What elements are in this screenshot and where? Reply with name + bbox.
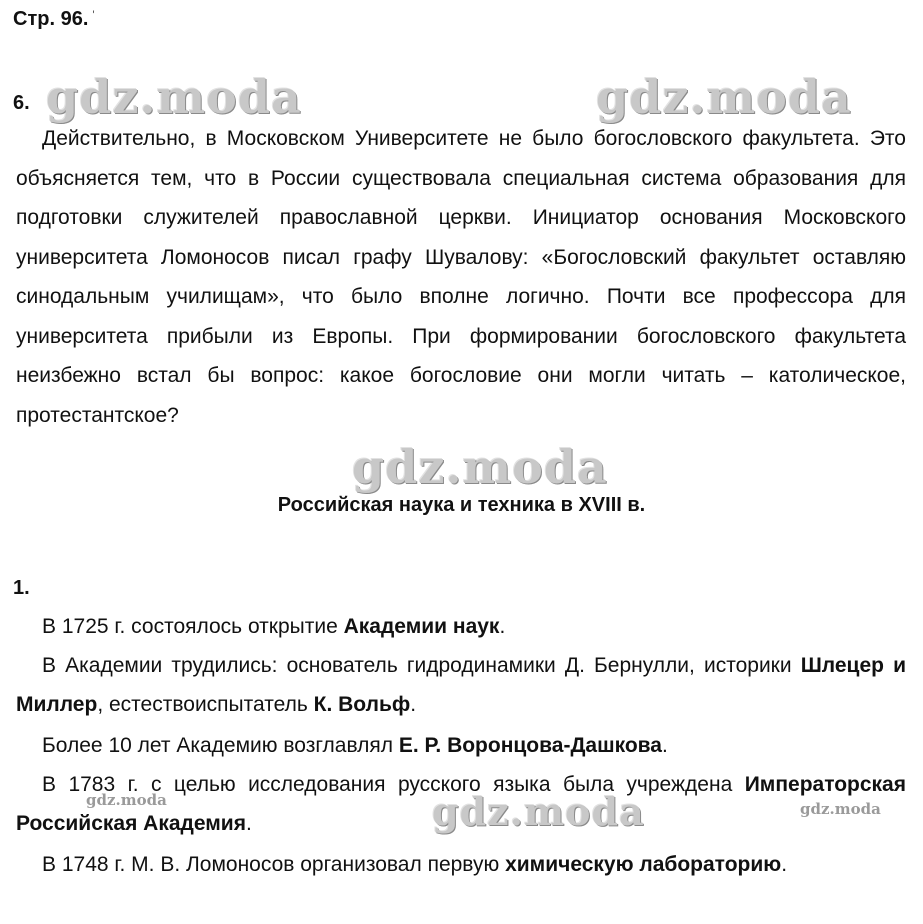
task-6-number: 6. (13, 92, 30, 114)
fact-text: . (499, 615, 506, 638)
fact-text: . (661, 734, 668, 757)
fact-text: . (245, 812, 252, 835)
watermark-logo: gdz.moda (432, 789, 645, 834)
fact-item (16, 646, 906, 724)
watermark-logo: gdz.moda (86, 791, 167, 809)
task-1-number: 1. (13, 577, 30, 599)
page-number-text: Стр. 96. (13, 8, 89, 30)
fact-highlight: Шлецер и Миллер (16, 654, 906, 716)
fact-text: В 1783 г. с целью исследования русского языка была учреждена (42, 773, 745, 796)
fact-highlight: Императорская Российская Академия (16, 773, 906, 835)
watermark-logo: gdz.moda (800, 800, 881, 818)
fact-text: В 1748 г. М. В. Ломоносов организовал первую (42, 853, 506, 876)
fact-item (16, 765, 906, 843)
fact-text: Более 10 лет Академию возглавлял (42, 734, 399, 757)
watermark-logo: gdz.moda (596, 70, 852, 124)
fact-item (16, 607, 906, 646)
fact-highlight: химическую лабораторию (505, 853, 782, 876)
fact-item (16, 845, 906, 884)
fact-item (16, 726, 906, 765)
watermark-logo: gdz.moda (352, 440, 608, 494)
fact-highlight: К. Вольф (313, 693, 411, 716)
watermark-logo: gdz.moda (46, 70, 302, 124)
fact-text: , естествоиспытатель (97, 693, 314, 716)
fact-text: . (410, 693, 417, 716)
fact-text: . (781, 853, 788, 876)
fact-text: В Академии трудились: основатель гидродинамики Д. Бернулли, историки (42, 654, 801, 677)
task-6-answer: Действительно, в Московском Университете не было богословского факультета. Это объясняется тем, что в России существовала специальная система образования для подготовки служителей православной церкви. Инициатор основания Московского университета Ломоносов писал графу Шувалову: «Богословский факультет оставляю синодальным училищам», что было вполне логично. Почти все профессора для университета прибыли из Европы. При формировании богословского факультета неизбежно встал бы вопрос: какое богословие они могли читать – католическое, протестантское? (16, 127, 906, 427)
section-title: Российская наука и техника в XVIII в. (277, 494, 646, 516)
fact-highlight: Е. Р. Воронцова-Дашкова (398, 734, 662, 757)
fact-highlight: Академии наук (343, 615, 500, 638)
page-number (13, 8, 95, 31)
page-tick-mark: ' (92, 8, 95, 22)
fact-text: В 1725 г. состоялось открытие (42, 615, 344, 638)
